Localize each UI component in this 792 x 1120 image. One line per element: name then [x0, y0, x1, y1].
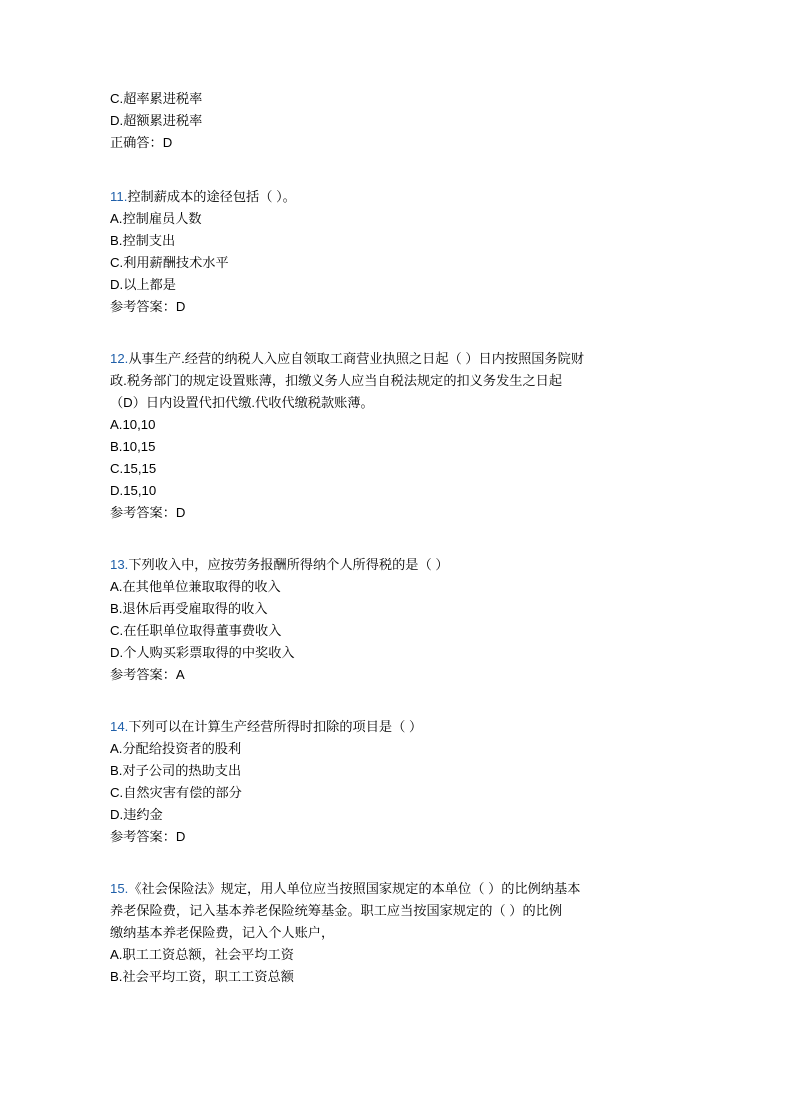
question-12-option-a: A.10,10 [110, 417, 156, 432]
question-13-stem: 下列收入中，应按劳务报酬所得纳个人所得税的是（ ） [128, 557, 449, 572]
document-body [110, 88, 682, 988]
question-14-option-a: A.分配给投资者的股利 [110, 741, 242, 756]
question-12-stem-line-1: 从事生产.经营的纳税人入应自领取工商营业执照之日起（ ）日内按照国务院财 [128, 351, 585, 366]
block-spacer [110, 868, 682, 878]
question-13-option-c: C.在任职单位取得董事费收入 [110, 623, 282, 638]
question-12-answer: 参考答案：D [110, 505, 186, 520]
question-15-stem-line-1: 《社会保险法》规定，用人单位应当按照国家规定的本单位（ ）的比例纳基本 [128, 881, 581, 896]
question-14-option-b: B.对子公司的热助支出 [110, 763, 242, 778]
question-11-answer: 参考答案：D [110, 299, 186, 314]
question-11-option-a: A.控制雇员人数 [110, 211, 202, 226]
question-15-head [110, 878, 682, 900]
block-spacer [110, 174, 682, 186]
question-11-head [110, 186, 682, 208]
block-spacer [110, 338, 682, 348]
question-13-option-b: B.退休后再受雇取得的收入 [110, 601, 268, 616]
question-13-head [110, 554, 682, 576]
question-15-stem-line-3: 缴纳基本养老保险费，记入个人账户， [110, 925, 335, 940]
question-block-13 [110, 554, 682, 686]
question-12-stem-line-3: （D）日内设置代扣代缴.代收代缴税款账薄。 [110, 395, 374, 410]
question-11-option-b: B.控制支出 [110, 233, 176, 248]
question-12-head [110, 348, 682, 370]
question-14-option-d: D.违约金 [110, 807, 163, 822]
question-15-number: 15. [110, 881, 129, 896]
question-11-stem: 控制薪成本的途径包括（ ）。 [127, 189, 296, 204]
question-block-12 [110, 348, 682, 524]
question-14-answer: 参考答案：D [110, 829, 186, 844]
question-block-15 [110, 878, 682, 988]
question-11-option-c: C.利用薪酬技术水平 [110, 255, 229, 270]
question-11-number: 11. [110, 189, 128, 204]
question-block-11 [110, 186, 682, 318]
block-spacer [110, 706, 682, 716]
question-12-option-d: D.15,10 [110, 483, 157, 498]
question-15-option-b: B.社会平均工资，职工工资总额 [110, 969, 294, 984]
question-11-option-d: D.以上都是 [110, 277, 176, 292]
question-15-stem-line-2: 养老保险费，记入基本养老保险统筹基金。职工应当按国家规定的（ ）的比例 [110, 903, 563, 918]
question-12-stem-line-2: 政.税务部门的规定设置账薄，扣缴义务人应当自税法规定的扣义务发生之日起 [110, 373, 563, 388]
question-13-number: 13. [110, 557, 129, 572]
question-12-option-c: C.15,15 [110, 461, 157, 476]
question-12-option-b: B.10,15 [110, 439, 156, 454]
question-14-head [110, 716, 682, 738]
question-12-number: 12. [110, 351, 129, 366]
question-14-stem: 下列可以在计算生产经营所得时扣除的项目是（ ） [128, 719, 423, 734]
continued-line-1: C.超率累进税率 [110, 91, 203, 106]
question-block-14 [110, 716, 682, 848]
question-15-option-a: A.职工工资总额，社会平均工资 [110, 947, 294, 962]
continued-line-3: 正确答：D [110, 135, 173, 150]
question-13-option-a: A.在其他单位兼取取得的收入 [110, 579, 281, 594]
question-14-number: 14. [110, 719, 129, 734]
continued-line-2: D.超额累进税率 [110, 113, 203, 128]
question-13-answer: 参考答案：A [110, 667, 185, 682]
continued-block [110, 88, 682, 154]
block-spacer [110, 544, 682, 554]
question-14-option-c: C.自然灾害有偿的部分 [110, 785, 242, 800]
question-13-option-d: D.个人购买彩票取得的中奖收入 [110, 645, 295, 660]
